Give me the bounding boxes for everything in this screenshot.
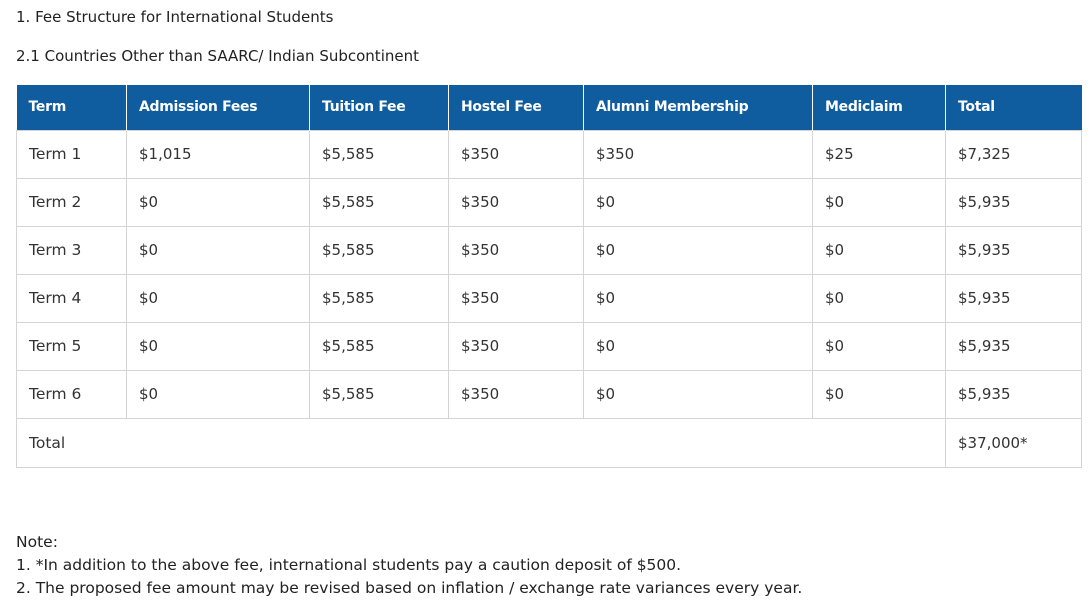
mediclaim-cell: $25: [813, 130, 946, 178]
term-cell: Term 5: [17, 322, 127, 370]
alumni-membership-cell: $0: [584, 226, 813, 274]
mediclaim-cell: $0: [813, 274, 946, 322]
term-cell: Term 4: [17, 274, 127, 322]
tuition-fee-cell: $5,585: [310, 274, 449, 322]
table-row: [17, 178, 1082, 226]
alumni-membership-cell: $0: [584, 322, 813, 370]
row-total-cell: $5,935: [946, 274, 1082, 322]
column-header-tuition-fee: Tuition Fee: [310, 85, 449, 130]
tuition-fee-cell: $5,585: [310, 322, 449, 370]
grand-total-value: $37,000*: [946, 418, 1082, 467]
row-total-cell: $5,935: [946, 178, 1082, 226]
column-header-alumni-membership: Alumni Membership: [584, 85, 813, 130]
admission-fee-cell: $0: [127, 274, 310, 322]
hostel-fee-cell: $350: [449, 178, 584, 226]
row-total-cell: $5,935: [946, 370, 1082, 418]
grand-total-label: Total: [17, 418, 946, 467]
note-title: Note:: [16, 533, 58, 551]
row-total-cell: $5,935: [946, 322, 1082, 370]
table-row: [17, 274, 1082, 322]
note-item: 2. The proposed fee amount may be revised based on inflation / exchange rate variances every year.: [16, 579, 803, 597]
admission-fee-cell: $0: [127, 178, 310, 226]
row-total-cell: $7,325: [946, 130, 1082, 178]
column-header-admission-fees: Admission Fees: [127, 85, 310, 130]
table-header-row: [17, 85, 1082, 130]
alumni-membership-cell: $0: [584, 274, 813, 322]
hostel-fee-cell: $350: [449, 130, 584, 178]
subsection-heading: 2.1 Countries Other than SAARC/ Indian Subcontinent: [16, 47, 419, 65]
column-header-term: Term: [17, 85, 127, 130]
term-cell: Term 2: [17, 178, 127, 226]
term-cell: Term 6: [17, 370, 127, 418]
tuition-fee-cell: $5,585: [310, 226, 449, 274]
alumni-membership-cell: $350: [584, 130, 813, 178]
note-block: [16, 531, 802, 600]
mediclaim-cell: $0: [813, 322, 946, 370]
hostel-fee-cell: $350: [449, 370, 584, 418]
hostel-fee-cell: $350: [449, 322, 584, 370]
table-row: [17, 322, 1082, 370]
grand-total-row: [17, 418, 1082, 467]
mediclaim-cell: $0: [813, 370, 946, 418]
alumni-membership-cell: $0: [584, 178, 813, 226]
column-header-mediclaim: Mediclaim: [813, 85, 946, 130]
alumni-membership-cell: $0: [584, 370, 813, 418]
tuition-fee-cell: $5,585: [310, 370, 449, 418]
tuition-fee-cell: $5,585: [310, 178, 449, 226]
table-row: [17, 130, 1082, 178]
hostel-fee-cell: $350: [449, 274, 584, 322]
section-heading: 1. Fee Structure for International Students: [16, 8, 334, 26]
admission-fee-cell: $0: [127, 226, 310, 274]
term-cell: Term 1: [17, 130, 127, 178]
hostel-fee-cell: $350: [449, 226, 584, 274]
mediclaim-cell: $0: [813, 178, 946, 226]
admission-fee-cell: $1,015: [127, 130, 310, 178]
admission-fee-cell: $0: [127, 322, 310, 370]
mediclaim-cell: $0: [813, 226, 946, 274]
fee-structure-table: [16, 85, 1082, 468]
admission-fee-cell: $0: [127, 370, 310, 418]
term-cell: Term 3: [17, 226, 127, 274]
tuition-fee-cell: $5,585: [310, 130, 449, 178]
table-row: [17, 226, 1082, 274]
note-item: 1. *In addition to the above fee, international students pay a caution deposit of $500.: [16, 556, 682, 574]
table-row: [17, 370, 1082, 418]
column-header-hostel-fee: Hostel Fee: [449, 85, 584, 130]
column-header-total: Total: [946, 85, 1082, 130]
row-total-cell: $5,935: [946, 226, 1082, 274]
